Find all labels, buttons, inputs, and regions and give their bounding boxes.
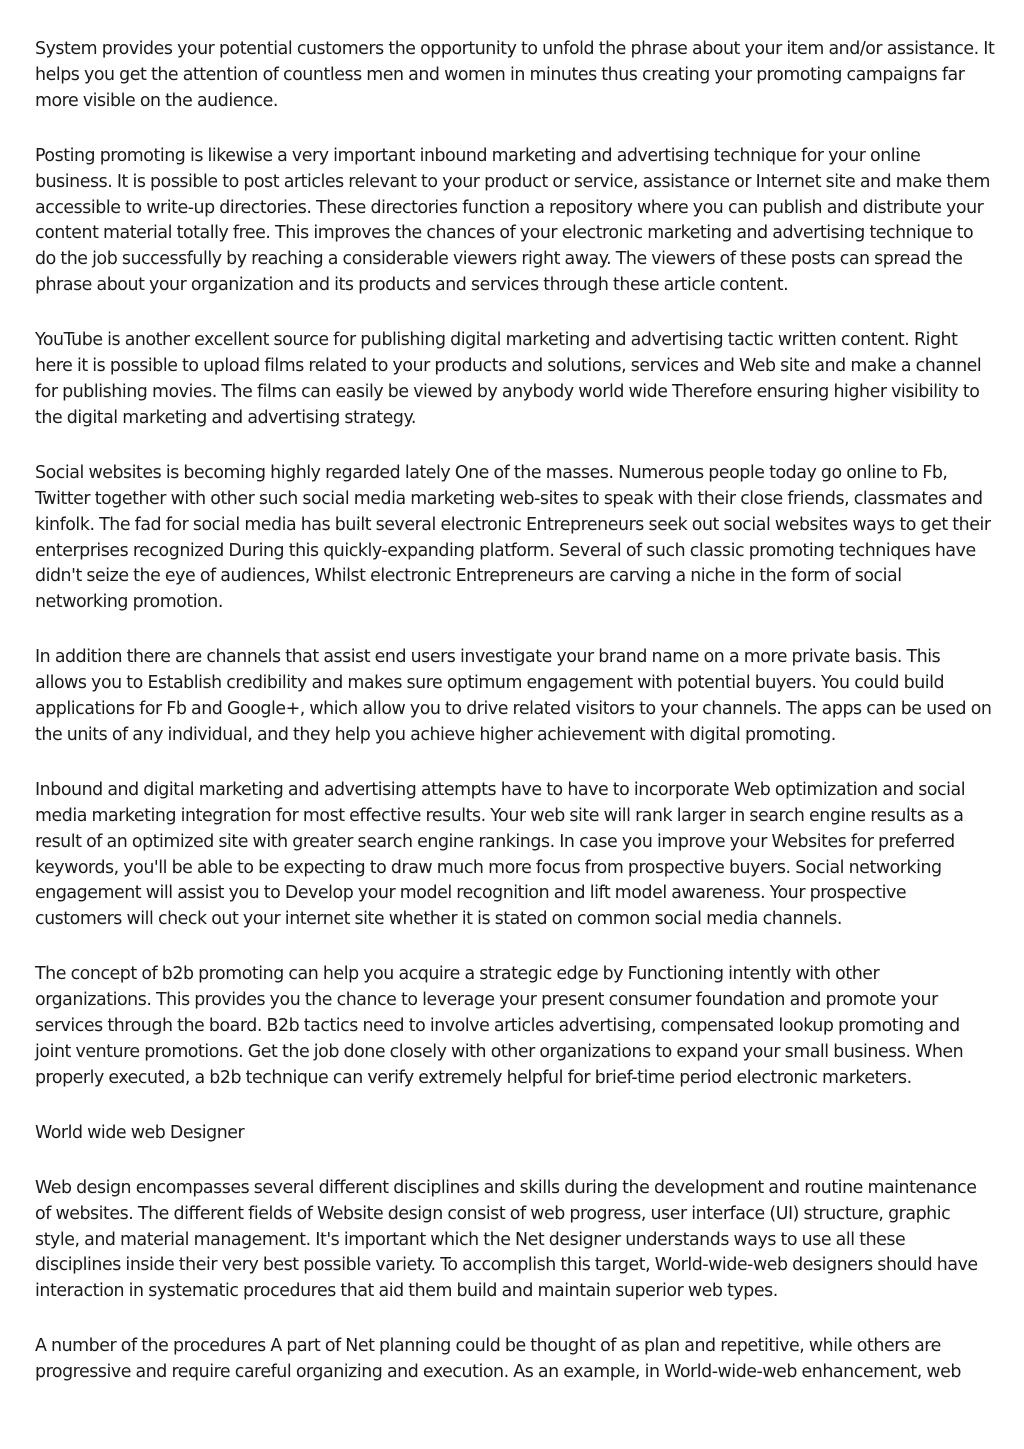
paragraph-8: Web design encompasses several different disciplines and skills during the development and routine maintenance of websites. The different fields of Website design consist of web progress, user interface (UI) structure, graphic style, and material management. It's important which the Net designer understands ways to use all these disciplines inside their very best possible variety. To accomplish this target, World-wide-web designers should have interaction in systematic procedures that aid them build and maintain superior web types. xyxy=(35,1177,978,1302)
paragraph-9: A number of the procedures A part of Net planning could be thought of as plan and repetitive, while others are progressive and require careful organizing and execution. As an example, in World-wide-web enhancement, web xyxy=(35,1336,962,1383)
document-body xyxy=(35,37,995,1415)
paragraph-2: Posting promoting is likewise a very important inbound marketing and advertising technique for your online business. It is possible to post articles relevant to your product or service, assistance or Internet site and make them accessible to write-up directories. These directories function a repository where you can publish and distribute your content material totally free. This improves the chances of your electronic marketing and advertising technique to do the job successfully by reaching a considerable viewers right away. The viewers of these posts can spread the phrase about your organization and its products and services through these article content. xyxy=(35,145,990,296)
paragraph-5: In addition there are channels that assist end users investigate your brand name on a more private basis. This allows you to Establish credibility and makes sure optimum engagement with potential buyers. You could build applications for Fb and Google+, which allow you to drive related visitors to your channels. The apps can be used on the units of any individual, and they help you achieve higher achievement with digital promoting. xyxy=(35,647,992,745)
paragraph-6: Inbound and digital marketing and advertising attempts have to have to incorporate Web optimization and social media marketing integration for most effective results. Your web site will rank larger in search engine results as a result of an optimized site with greater search engine rankings. In case you improve your Websites for preferred keywords, you'll be able to be expecting to draw much more focus from prospective buyers. Social networking engagement will assist you to Develop your model recognition and lift model awareness. Your prospective customers will check out your internet site whether it is stated on common social media channels. xyxy=(35,779,966,930)
section-heading: World wide web Designer xyxy=(35,1122,245,1143)
paragraph-3: YouTube is another excellent source for publishing digital marketing and advertising tactic written content. Right here it is possible to upload films related to your products and solutions, services and Web site and make a channel for publishing movies. The films can easily be viewed by anybody world wide Therefore ensuring higher visibility to the digital marketing and advertising strategy. xyxy=(35,330,982,428)
paragraph-7: The concept of b2b promoting can help you acquire a strategic edge by Functioning intently with other organizations. This provides you the chance to leverage your present consumer foundation and promote your services through the board. B2b tactics need to involve articles advertising, compensated lookup promoting and joint venture promotions. Get the job done closely with other organizations to expand your small business. When properly executed, a b2b technique can verify extremely helpful for brief-time period electronic marketers. xyxy=(35,964,964,1088)
paragraph-4: Social websites is becoming highly regarded lately One of the masses. Numerous people today go online to Fb, Twitter together with other such social media marketing web-sites to speak with their close friends, classmates and kinfolk. The fad for social media has built several electronic Entrepreneurs seek out social websites ways to get their enterprises recognized During this quickly-expanding platform. Several of such classic promoting techniques have didn't seize the eye of audiences, Whilst electronic Entrepreneurs are carving a niche in the form of social networking promotion. xyxy=(35,462,991,613)
paragraph-1: System provides your potential customers the opportunity to unfold the phrase about your item and/or assistance. It helps you get the attention of countless men and women in minutes thus creating your promoting campaigns far more visible on the audience. xyxy=(35,39,995,111)
